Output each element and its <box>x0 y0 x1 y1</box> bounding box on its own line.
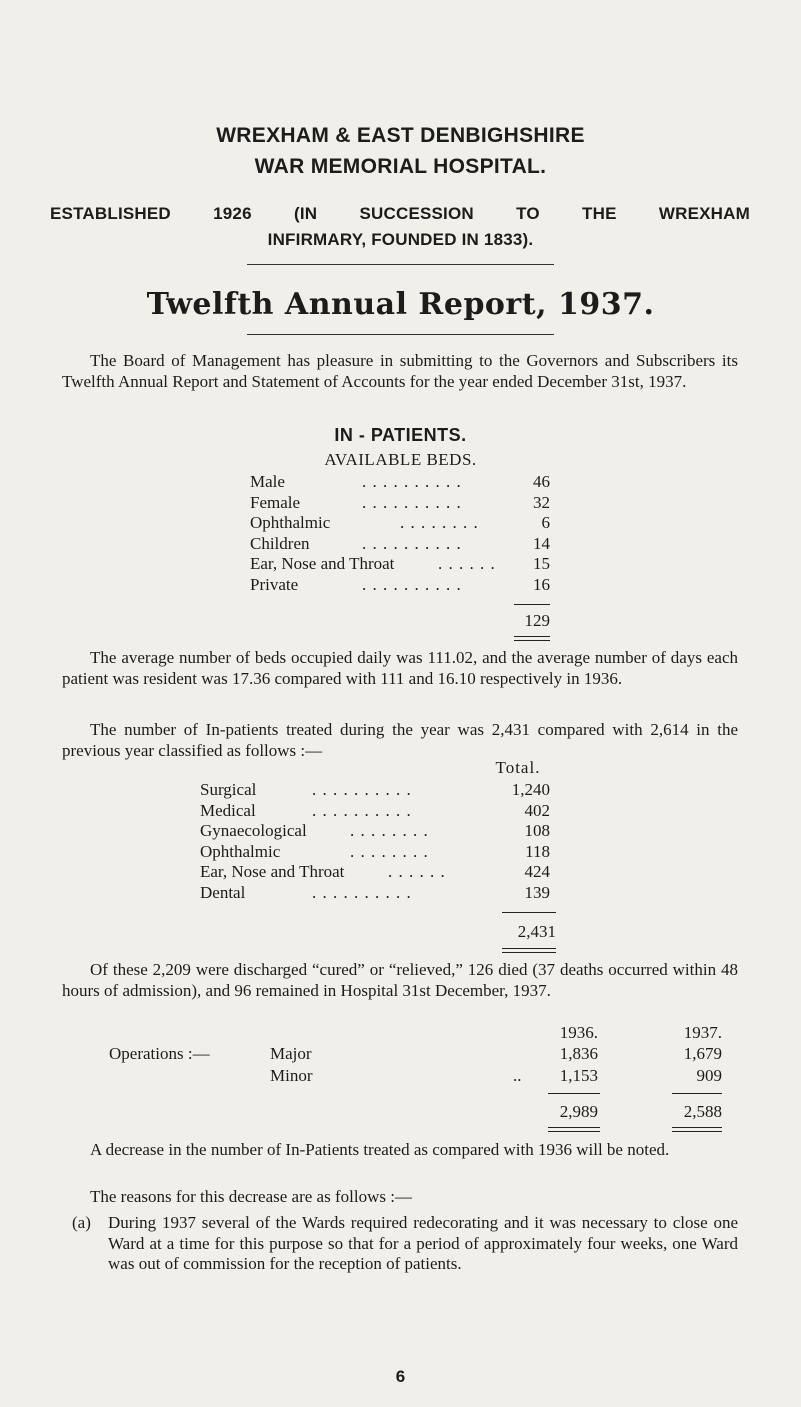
established-line2: INFIRMARY, FOUNDED IN 1833). <box>267 230 534 249</box>
operations-major-1936: 1,836 <box>559 1044 598 1063</box>
page-number: 6 <box>395 1367 406 1386</box>
treated-table <box>200 780 550 903</box>
leader-dots: . . . . . . . . . . <box>312 800 412 820</box>
treated-label: Medical <box>200 800 256 820</box>
reason-a-text: During 1937 several of the Wards required redecorating and it was necessary to close one Ward at a time for this purpose so that for a period of approximately four weeks, one Ward was out of commission for the reception of patients. <box>108 1213 738 1273</box>
treated-text: The number of In-patients treated during the year was 2,431 compared with 2,614 in the previous year classified as follows :— <box>62 720 738 760</box>
decrease-paragraph <box>62 1140 738 1161</box>
operations-year-1936: 1936. <box>559 1023 598 1042</box>
leader-dots: . . . . . . . . . . <box>312 882 412 902</box>
beds-value: 46 <box>533 472 550 491</box>
beds-value: 15 <box>533 554 550 573</box>
operations-total-1937: 2,588 <box>683 1102 722 1121</box>
treated-row <box>200 862 550 883</box>
treated-label: Surgical <box>200 780 257 799</box>
beds-row <box>250 493 550 514</box>
leader-dots: . . . . . . . . . . <box>312 780 412 799</box>
treated-value: 424 <box>524 862 550 881</box>
reasons-paragraph <box>62 1187 738 1208</box>
treated-value: 118 <box>525 841 550 861</box>
treated-sum-line <box>502 912 556 913</box>
leader-dots: . . . . . . . . <box>350 821 429 840</box>
dash-mark: .. <box>513 1066 522 1085</box>
operations-minor-1936: 1,153 <box>559 1066 598 1085</box>
operations-minor-1937: 909 <box>696 1066 722 1085</box>
beds-label: Female <box>250 492 301 512</box>
treated-label: Dental <box>200 882 246 902</box>
leader-dots: . . . . . . . . . . <box>362 574 462 594</box>
discharged-paragraph <box>62 960 738 1001</box>
total-column-heading: Total. <box>495 758 541 777</box>
beds-row <box>250 554 550 575</box>
treated-total: 2,431 <box>517 922 556 941</box>
intro-text: The Board of Management has pleasure in submitting to the Governors and Subscribers its Twelfth Annual Report and Statement of Accounts for the year ended December 31st, 1937. <box>62 351 738 391</box>
treated-total-double-rule <box>502 948 556 953</box>
leader-dots: . . . . . . . . . . <box>362 533 462 553</box>
treated-row <box>200 801 550 822</box>
beds-row <box>250 534 550 555</box>
beds-total-double-rule <box>514 636 550 641</box>
treated-label: Ophthalmic <box>200 841 281 861</box>
beds-value: 32 <box>533 492 550 512</box>
operations-major-1937: 1,679 <box>683 1044 722 1063</box>
operations-1936-double-rule <box>548 1127 600 1132</box>
beds-label: Ear, Nose and Throat <box>250 554 395 573</box>
beds-row <box>250 513 550 534</box>
treated-row <box>200 780 550 801</box>
beds-value: 16 <box>533 574 550 594</box>
treated-value: 139 <box>524 882 550 902</box>
beds-row <box>250 472 550 493</box>
operations-total-1936: 2,989 <box>559 1102 598 1121</box>
hospital-name-line1: WREXHAM & EAST DENBIGHSHIRE <box>216 124 585 147</box>
beds-sum-line <box>514 604 550 605</box>
discharged-text: Of these 2,209 were discharged “cured” or “relieved,” 126 died (37 deaths occurred within 48 hours of admission), and 96 remained in Hospital 31st December, 1937. <box>62 960 738 1000</box>
title-rule-bottom <box>247 334 554 335</box>
beds-value: 14 <box>533 533 550 553</box>
intro-paragraph <box>62 351 738 392</box>
report-title: Twelfth Annual Report, 1937. <box>146 287 655 322</box>
leader-dots: . . . . . . <box>388 862 446 881</box>
beds-value: 6 <box>541 513 550 532</box>
treated-value: 1,240 <box>511 780 550 799</box>
treated-value: 402 <box>524 800 550 820</box>
decrease-text: A decrease in the number of In-Patients treated as compared with 1936 will be noted. <box>90 1140 670 1159</box>
treated-paragraph <box>62 720 738 761</box>
title-rule-top <box>247 264 554 265</box>
operations-1936-sum-line <box>548 1093 600 1094</box>
leader-dots: . . . . . . . . . . <box>362 492 462 512</box>
treated-label: Gynaecological <box>200 821 307 840</box>
reasons-text: The reasons for this decrease are as follows :— <box>90 1187 412 1206</box>
operations-label: Operations :— <box>109 1044 210 1063</box>
average-paragraph <box>62 648 738 689</box>
hospital-name-line2: WAR MEMORIAL HOSPITAL. <box>254 155 547 178</box>
beds-table <box>250 472 550 595</box>
average-text: The average number of beds occupied daily was 111.02, and the average number of days each patient was resident was 17.36 compared with 111 and 16.10 respectively in 1936. <box>62 648 738 688</box>
beds-label: Private <box>250 574 299 594</box>
leader-dots: . . . . . . . . <box>400 513 479 532</box>
beds-label: Ophthalmic <box>250 513 331 532</box>
available-beds-heading: AVAILABLE BEDS. <box>324 450 477 469</box>
reason-a-marker: (a) <box>72 1213 91 1232</box>
operations-minor-label: Minor <box>270 1066 313 1085</box>
operations-1937-sum-line <box>672 1093 722 1094</box>
treated-value: 108 <box>524 821 550 840</box>
beds-row <box>250 575 550 596</box>
operations-1937-double-rule <box>672 1127 722 1132</box>
beds-label: Male <box>250 472 285 491</box>
in-patients-heading: IN - PATIENTS. <box>334 425 467 445</box>
operations-year-1937: 1937. <box>683 1023 722 1042</box>
treated-row <box>200 842 550 863</box>
operations-major-label: Major <box>270 1044 312 1063</box>
reason-a-paragraph <box>108 1213 738 1275</box>
leader-dots: . . . . . . <box>438 554 496 573</box>
treated-row <box>200 821 550 842</box>
leader-dots: . . . . . . . . <box>350 841 429 861</box>
beds-label: Children <box>250 533 310 553</box>
treated-label: Ear, Nose and Throat <box>200 862 345 881</box>
beds-total: 129 <box>524 611 550 630</box>
leader-dots: . . . . . . . . . . <box>362 472 462 491</box>
treated-row <box>200 883 550 904</box>
established-line1: ESTABLISHED 1926 (IN SUCCESSION TO THE WREXHAM <box>50 204 750 223</box>
